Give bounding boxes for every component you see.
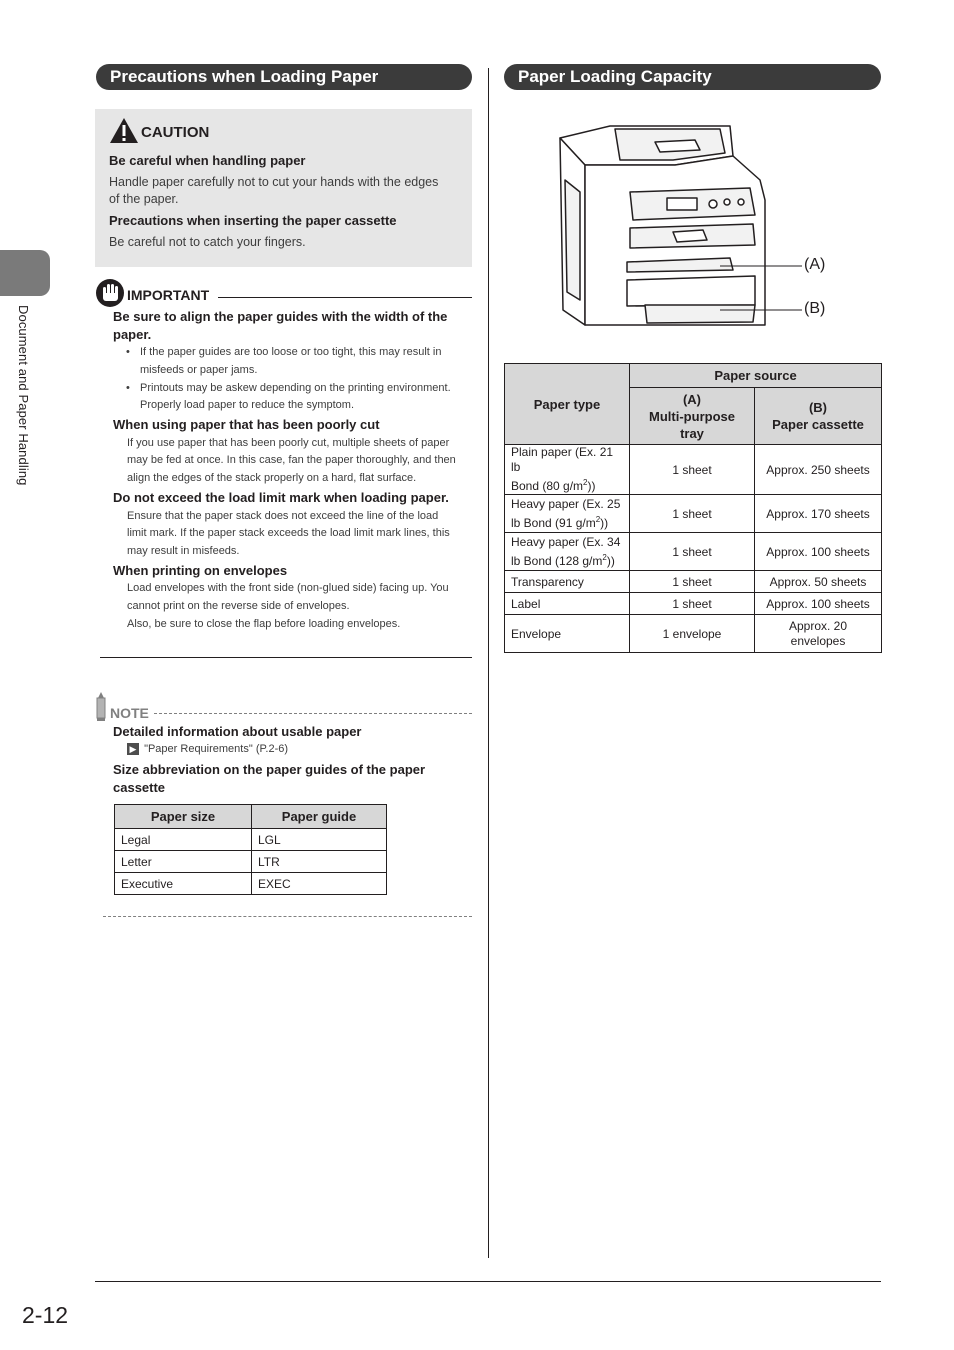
- important-end-rule: [100, 657, 472, 658]
- table-row: [505, 571, 882, 593]
- caution-heading-1: Be careful when handling paper: [109, 153, 306, 168]
- page-number: 2-12: [22, 1302, 69, 1328]
- callout-b: (B): [804, 300, 826, 317]
- table-cell: 1 sheet: [630, 445, 755, 495]
- table-cell: Approx. 250 sheets: [755, 445, 882, 495]
- hand-stop-icon: [95, 278, 125, 308]
- section-header-precautions: Precautions when Loading Paper: [96, 64, 472, 90]
- table-header-row: [505, 364, 882, 388]
- table-cell: Approx. 170 sheets: [755, 495, 882, 533]
- footer-rule: [95, 1281, 881, 1282]
- note-heading-2a: Size abbreviation on the paper guides of the paper: [113, 762, 426, 777]
- important-para-3b: limit mark. If the paper stack exceeds the load limit mark lines, this: [127, 527, 450, 539]
- table-cell: Label: [505, 593, 630, 615]
- note-link[interactable]: [127, 743, 288, 755]
- column-header-b: (B) Paper cassette: [755, 388, 882, 445]
- caution-body-1b: of the paper.: [109, 192, 179, 206]
- important-para-2b: may be fed at once. In this case, fan the paper thoroughly, and then: [127, 454, 456, 466]
- pencil-icon: [94, 692, 108, 722]
- important-para-4a: Load envelopes with the front side (non-glued side) facing up. You: [127, 582, 449, 594]
- note-title: NOTE: [110, 705, 149, 721]
- arrow-link-icon: ▶: [127, 743, 139, 755]
- column-header-paper-source: Paper source: [630, 364, 882, 388]
- important-heading-1b: paper.: [113, 327, 152, 342]
- caution-body-2: Be careful not to catch your fingers.: [109, 235, 306, 249]
- note-dashed-rule: [154, 713, 472, 714]
- column-header-paper-type: Paper type: [505, 364, 630, 445]
- column-divider: [488, 68, 489, 1258]
- table-cell: 1 sheet: [630, 533, 755, 571]
- important-heading-3: Do not exceed the load limit mark when loading paper.: [113, 490, 449, 505]
- caution-heading-2: Precautions when inserting the paper cassette: [109, 213, 397, 228]
- important-bullet-1-cont: misfeeds or paper jams.: [140, 364, 258, 376]
- table-cell: Transparency: [505, 571, 630, 593]
- table-cell: 1 sheet: [630, 571, 755, 593]
- table-cell: 1 sheet: [630, 495, 755, 533]
- bullet-dot: •: [126, 346, 130, 358]
- important-para-3c: may result in misfeeds.: [127, 545, 240, 557]
- table-cell: 1 sheet: [630, 593, 755, 615]
- table-cell: Heavy paper (Ex. 34 lb Bond (128 $g/m^2$)): [505, 533, 630, 571]
- column-header-a: (A) Multi-purpose tray: [630, 388, 755, 445]
- table-cell: Approx. 100 sheets: [755, 593, 882, 615]
- table-row: [505, 445, 882, 495]
- note-end-dashed-rule: [103, 916, 472, 917]
- important-heading-1a: Be sure to align the paper guides with the width of the: [113, 309, 448, 324]
- callout-a: (A): [804, 256, 826, 273]
- table-cell: LGL: [252, 829, 387, 851]
- note-link-text[interactable]: "Paper Requirements" (P.2-6): [144, 743, 289, 755]
- table-header-row: [115, 805, 387, 829]
- callout-lines: [720, 258, 805, 318]
- important-title: IMPORTANT: [127, 287, 210, 303]
- table-cell: Approx. 100 sheets: [755, 533, 882, 571]
- side-tab: [0, 250, 50, 296]
- important-para-2a: If you use paper that has been poorly cut, multiple sheets of paper: [127, 437, 450, 449]
- table-row: [115, 829, 387, 851]
- table-row: [505, 495, 882, 533]
- table-cell: Plain paper (Ex. 21 lb Bond (80 $g/m^2$)): [505, 445, 630, 495]
- column-header: Paper size: [115, 805, 252, 829]
- important-para-4b: cannot print on the reverse side of envelopes.: [127, 600, 350, 612]
- important-heading-4: When printing on envelopes: [113, 563, 288, 578]
- caution-body-1a: Handle paper carefully not to cut your hands with the edges: [109, 175, 439, 189]
- important-para-3a: Ensure that the paper stack does not exceed the line of the load: [127, 510, 439, 522]
- table-cell: EXEC: [252, 873, 387, 895]
- side-label: Document and Paper Handling: [16, 305, 31, 486]
- table-cell: Approx. 20 envelopes: [755, 615, 882, 653]
- warning-icon: [109, 117, 139, 144]
- capacity-table: [504, 363, 882, 653]
- bullet-dot: •: [126, 382, 130, 394]
- table-cell: Letter: [115, 851, 252, 873]
- important-heading-2: When using paper that has been poorly cut: [113, 417, 380, 432]
- table-cell: 1 envelope: [630, 615, 755, 653]
- table-row: [505, 533, 882, 571]
- paper-size-table: [114, 804, 387, 895]
- table-row: [505, 615, 882, 653]
- note-heading-1: Detailed information about usable paper: [113, 724, 362, 739]
- section-header-capacity: Paper Loading Capacity: [504, 64, 881, 90]
- table-cell: LTR: [252, 851, 387, 873]
- important-bullet-2-cont: Properly load paper to reduce the symptom.: [140, 399, 355, 411]
- table-row: [115, 851, 387, 873]
- important-bullet-2: • Printouts may be askew depending on the printing environment.: [140, 380, 451, 398]
- table-row: [505, 593, 882, 615]
- caution-title: CAUTION: [141, 124, 210, 141]
- column-header: Paper guide: [252, 805, 387, 829]
- important-bullet-1: • If the paper guides are too loose or too tight, this may result in: [140, 344, 441, 362]
- important-para-2c: align the edges of the stack properly on a hard, flat surface.: [127, 472, 417, 484]
- table-cell: Executive: [115, 873, 252, 895]
- note-heading-2b: cassette: [113, 780, 166, 795]
- important-rule: [218, 297, 472, 298]
- table-cell: Envelope: [505, 615, 630, 653]
- table-cell: Heavy paper (Ex. 25 lb Bond (91 $g/m^2$)): [505, 495, 630, 533]
- table-row: [115, 873, 387, 895]
- important-para-4c: Also, be sure to close the flap before loading envelopes.: [127, 618, 401, 630]
- table-cell: Approx. 50 sheets: [755, 571, 882, 593]
- table-cell: Legal: [115, 829, 252, 851]
